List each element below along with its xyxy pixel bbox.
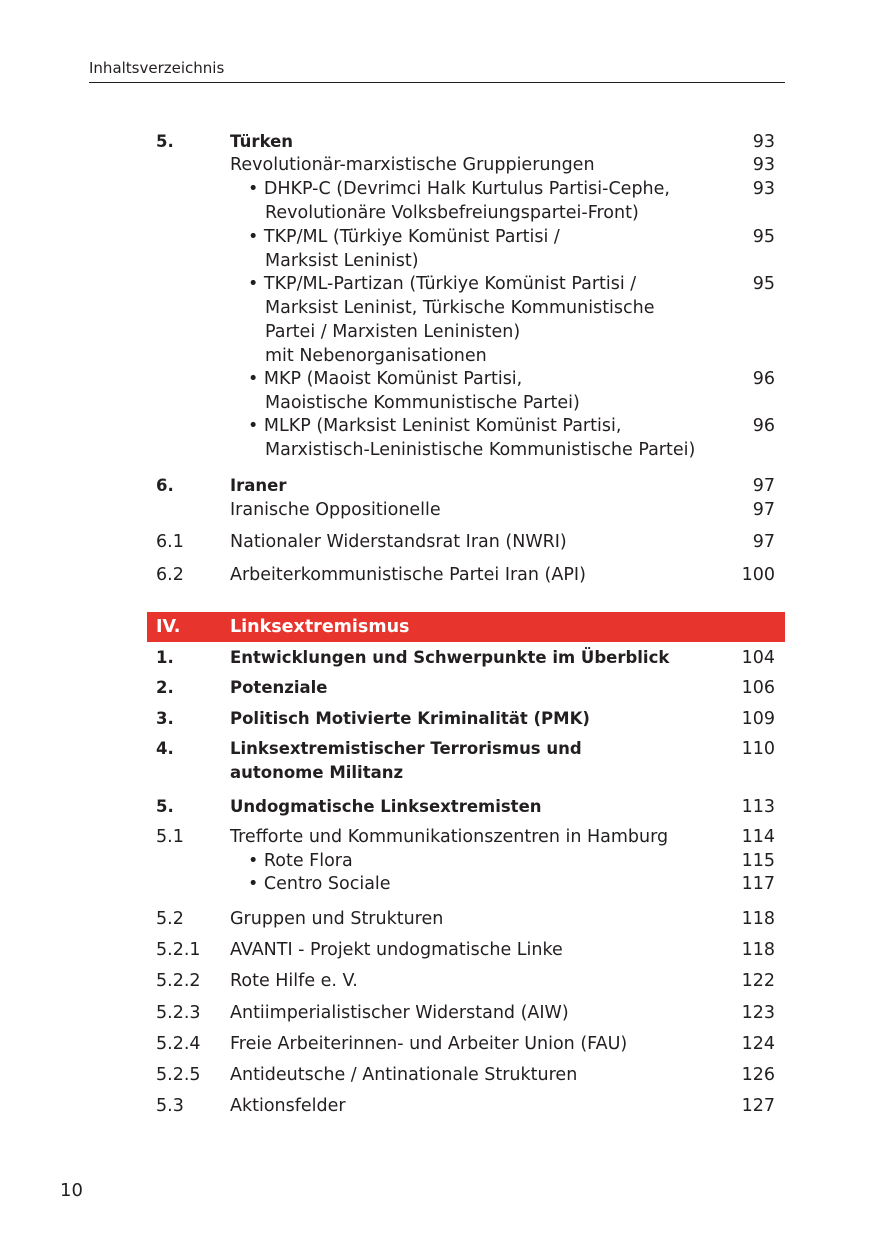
entry-title: Potenziale [230,678,328,697]
entry-number: 5. [156,797,174,816]
entry-title-continued: Revolutionäre Volksbefreiungspartei-Front) [265,203,639,223]
entry-page: 104 [741,648,775,668]
entry-title: Nationaler Widerstandsrat Iran (NWRI) [230,532,567,552]
entry-title: Entwicklungen und Schwerpunkte im Überblick [230,648,670,667]
entry-page: 118 [741,940,775,960]
entry-page: 100 [741,565,775,585]
entry-title-continued: Partei / Marxisten Leninisten) [265,322,521,342]
entry-number: 5.2.4 [156,1034,201,1054]
entry-page: 109 [741,709,775,729]
part-title: Linksextremismus [230,617,410,637]
entry-number: 1. [156,648,174,667]
part-number: IV. [156,617,181,637]
entry-number: 5.2.2 [156,971,201,991]
entry-page: 124 [741,1034,775,1054]
entry-title: Iranische Oppositionelle [230,500,441,520]
entry-title: • TKP/ML-Partizan (Türkiye Komünist Partisi / [248,274,637,294]
entry-title: Aktionsfelder [230,1096,346,1116]
entry-title: Politisch Motivierte Kriminalität (PMK) [230,709,590,728]
entry-page: 97 [752,500,775,520]
entry-title-continued: Maoistische Kommunistische Partei) [265,393,580,413]
entry-page: 96 [752,416,775,436]
page-number: 10 [60,1180,83,1201]
entry-page: 118 [741,909,775,929]
entry-number: 5.2.5 [156,1065,201,1085]
entry-number: 5.1 [156,827,184,847]
entry-number: 5.2.1 [156,940,201,960]
entry-page: 95 [752,274,775,294]
entry-number: 5.2 [156,909,184,929]
entry-title-continued: autonome Militanz [230,763,404,782]
entry-title: Arbeiterkommunistische Partei Iran (API) [230,565,586,585]
entry-title: • TKP/ML (Türkiye Komünist Partisi / [248,227,560,247]
entry-title: Undogmatische Linksextremisten [230,797,542,816]
entry-page: 122 [741,971,775,991]
entry-title: Gruppen und Strukturen [230,909,444,929]
entry-page: 97 [752,476,775,496]
entry-page: 114 [741,827,775,847]
entry-title: • DHKP-C (Devrimci Halk Kurtulus Partisi-Cephe, [248,179,670,199]
entry-number: 3. [156,709,174,728]
entry-title: • Centro Sociale [248,874,391,894]
entry-page: 110 [741,739,775,759]
entry-page: 95 [752,227,775,247]
entry-title: Türken [230,132,294,151]
entry-number: 6.1 [156,532,184,552]
entry-title: Iraner [230,476,287,495]
entry-page: 93 [752,155,775,175]
entry-title: Rote Hilfe e. V. [230,971,358,991]
entry-page: 127 [741,1096,775,1116]
part-heading-band[interactable] [147,612,785,642]
entry-title: Revolutionär-marxistische Gruppierungen [230,155,595,175]
entry-page: 106 [741,678,775,698]
entry-page: 123 [741,1003,775,1023]
entry-number: 2. [156,678,174,697]
entry-title: • Rote Flora [248,851,353,871]
entry-page: 97 [752,532,775,552]
entry-page: 113 [741,797,775,817]
entry-page: 93 [752,179,775,199]
entry-number: 6.2 [156,565,184,585]
entry-number: 6. [156,476,174,495]
entry-number: 4. [156,739,174,758]
entry-title: Antideutsche / Antinationale Strukturen [230,1065,578,1085]
entry-title: AVANTI - Projekt undogmatische Linke [230,940,563,960]
entry-page: 93 [752,132,775,152]
entry-page: 117 [741,874,775,894]
entry-page: 115 [741,851,775,871]
entry-title-continued: Marksist Leninist, Türkische Kommunistische [265,298,655,318]
entry-title: Linksextremistischer Terrorismus und [230,739,582,758]
entry-number: 5.2.3 [156,1003,201,1023]
entry-page: 96 [752,369,775,389]
entry-title-continued: Marxistisch-Leninistische Kommunistische Partei) [265,440,696,460]
entry-number: 5. [156,132,174,151]
entry-title-continued: Marksist Leninist) [265,251,419,271]
entry-title-continued: mit Nebenorganisationen [265,346,487,366]
entry-title: • MKP (Maoist Komünist Partisi, [248,369,523,389]
entry-number: 5.3 [156,1096,184,1116]
entry-page: 126 [741,1065,775,1085]
entry-title: Trefforte und Kommunikationszentren in Hamburg [230,827,669,847]
running-head: Inhaltsverzeichnis [89,59,225,77]
entry-title: • MLKP (Marksist Leninist Komünist Partisi, [248,416,622,436]
entry-title: Freie Arbeiterinnen- und Arbeiter Union (FAU) [230,1034,628,1054]
entry-title: Antiimperialistischer Widerstand (AIW) [230,1003,569,1023]
